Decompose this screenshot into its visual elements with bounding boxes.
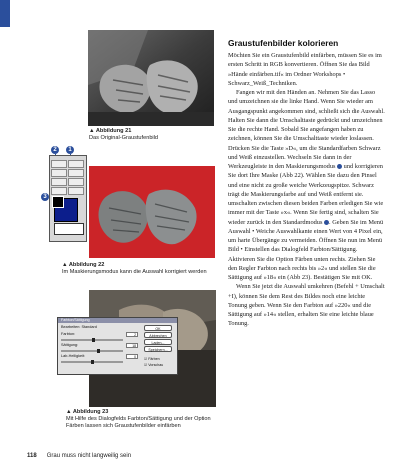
paragraph: Wenn Sie jetzt die Auswahl umkehren (Befehl + Umschalt +I), können Sie dem Rest des Bildes noch eine leichte Tonung geben. Wenn Sie den Farbton auf »220« und die Sättigung auf »14« stellen, erhalten Sie eine leichte blaue Tonung.	[228, 283, 385, 328]
paragraph: Möchten Sie ein Graustufenbild einfärben, müssen Sie es im ersten Schritt in RGB konvertieren. Öffnen Sie das Bild »Hände einfärben.tif« im Ordner Workshops • Schwarz_Weiß_Techniken.	[228, 52, 382, 87]
preview-label: Vorschau	[148, 363, 164, 367]
lightness-slider-thumb[interactable]	[91, 360, 94, 364]
callout-marker-3: 3	[41, 193, 49, 201]
hue-saturation-dialog	[57, 317, 178, 375]
figure-22-number: ▲ Abbildung 22	[62, 262, 105, 268]
figure-22-image	[89, 166, 215, 258]
page-footer	[27, 453, 131, 459]
figure-22-caption	[62, 262, 216, 276]
figure-22-text: Im Maskierungsmodus kann die Auswahl korrigiert werden	[62, 269, 207, 275]
preview-checkbox[interactable]: ☑ Vorschau	[144, 363, 164, 367]
hue-slider-thumb[interactable]	[92, 338, 95, 342]
figure-21-caption	[89, 128, 215, 142]
callout-bullet-icon	[337, 164, 342, 169]
tool-cell[interactable]	[51, 169, 67, 177]
tool-cell[interactable]	[68, 169, 84, 177]
figure-23-caption	[66, 409, 216, 430]
tool-cell[interactable]	[68, 187, 84, 195]
section-heading: Graustufenbilder kolorieren	[228, 38, 339, 48]
page-number: 118	[27, 453, 37, 459]
saturation-slider[interactable]	[61, 350, 123, 352]
figure-21-text: Das Original-Graustufenbild	[89, 135, 159, 141]
edit-dropdown[interactable]: Bearbeiten: Standard	[61, 325, 97, 329]
paragraph-text: Fangen wir mit den Händen an. Nehmen Sie das Lasso und umzeichnen sie die linke Hand. Wenn Sie wieder am Ausgangspunkt angekommen sind, schließt sich die Auswahl. Halten Sie dann die Umschalttaste gedrückt und umzeichnen Sie die rechte Hand. Sobald Sie angefangen haben zu zeichnen, können Sie die Umschalttaste wieder loslassen. Drücken Sie die Taste »D«, um die Standardfarben Schwarz und Weiß einzustellen. Wechseln Sie dann in der Werkzeugleiste in den Maskierungsmodus	[228, 89, 385, 170]
chapter-tab-marker	[0, 0, 10, 27]
tool-cell[interactable]	[51, 187, 67, 195]
tool-cell[interactable]	[68, 178, 84, 186]
colorize-label: Färben	[148, 357, 160, 361]
dialog-title: Farbton/Sättigung	[58, 318, 177, 323]
saturation-label: Sättigung:	[61, 343, 79, 347]
paragraph-text: . Geben Sie im Menü Auswahl • Weiche Auswahlkante einen Wert von 4 Pixel ein, um harte Übergänge zu vermeiden. Öffnen Sie nun im Menü Bild • Einstellen das Dialogfeld Farbton/Sättigung. Aktivieren Sie die Option Färben unten rechts. Ziehen Sie den Regler Farbton nach rechts bis »2« und stellen Sie die Sättigung auf »18« ein (Abb 23). Bestätigen Sie mit OK.	[228, 218, 384, 281]
tool-cell[interactable]	[51, 160, 67, 168]
figure-21-image	[88, 30, 214, 126]
photoshop-toolbox	[49, 155, 87, 242]
hue-label: Farbton:	[61, 332, 76, 336]
figure-23-text: Mit Hilfe des Dialogfelds Farbton/Sättigung und der Option Färben lassen sich Graustufenbilder einfärben	[66, 416, 211, 429]
saturation-value-field[interactable]: 18	[126, 343, 138, 348]
cancel-button[interactable]: Abbrechen	[144, 332, 172, 338]
foreground-color-swatch[interactable]	[52, 196, 64, 208]
callout-marker-2: 2	[51, 146, 59, 154]
lightness-slider[interactable]	[61, 361, 123, 363]
save-button[interactable]: Speichern...	[144, 346, 172, 352]
hue-value-field[interactable]: 2	[126, 332, 138, 337]
figure-23-number: ▲ Abbildung 23	[66, 409, 109, 415]
callout-marker-1: 1	[66, 146, 74, 154]
lightness-value-field[interactable]: 0	[126, 354, 138, 359]
lightness-label: Lab-Helligkeit:	[61, 354, 86, 358]
quick-mask-mode-toggle[interactable]	[54, 223, 84, 235]
paragraph-text: und korrigieren Sie dort Ihre Maske (Abb 22). Wählen Sie dazu den Pinsel und eine nicht zu große weiche Werkzeugspitze. Schwarz trägt die Maskierungsfarbe auf und Weiß entfernt sie. umschalten zwischen diesen beiden Farben erledigen Sie wie immer mit der Taste »x«. Wenn Sie fertig sind, schalten Sie wieder zurück in den Standardmodus	[228, 163, 384, 226]
hue-slider[interactable]	[61, 339, 123, 341]
load-button[interactable]: Laden...	[144, 339, 172, 345]
body-text	[228, 51, 385, 329]
paragraph	[228, 88, 385, 282]
figure-21-number: ▲ Abbildung 21	[89, 128, 132, 134]
running-title: Grau muss nicht langweilig sein	[46, 453, 132, 459]
colorize-checkbox[interactable]: ☑ Färben	[144, 357, 160, 361]
tool-cell[interactable]	[68, 160, 84, 168]
ok-button[interactable]: OK	[144, 325, 172, 331]
tool-cell[interactable]	[51, 178, 67, 186]
saturation-slider-thumb[interactable]	[97, 349, 100, 353]
